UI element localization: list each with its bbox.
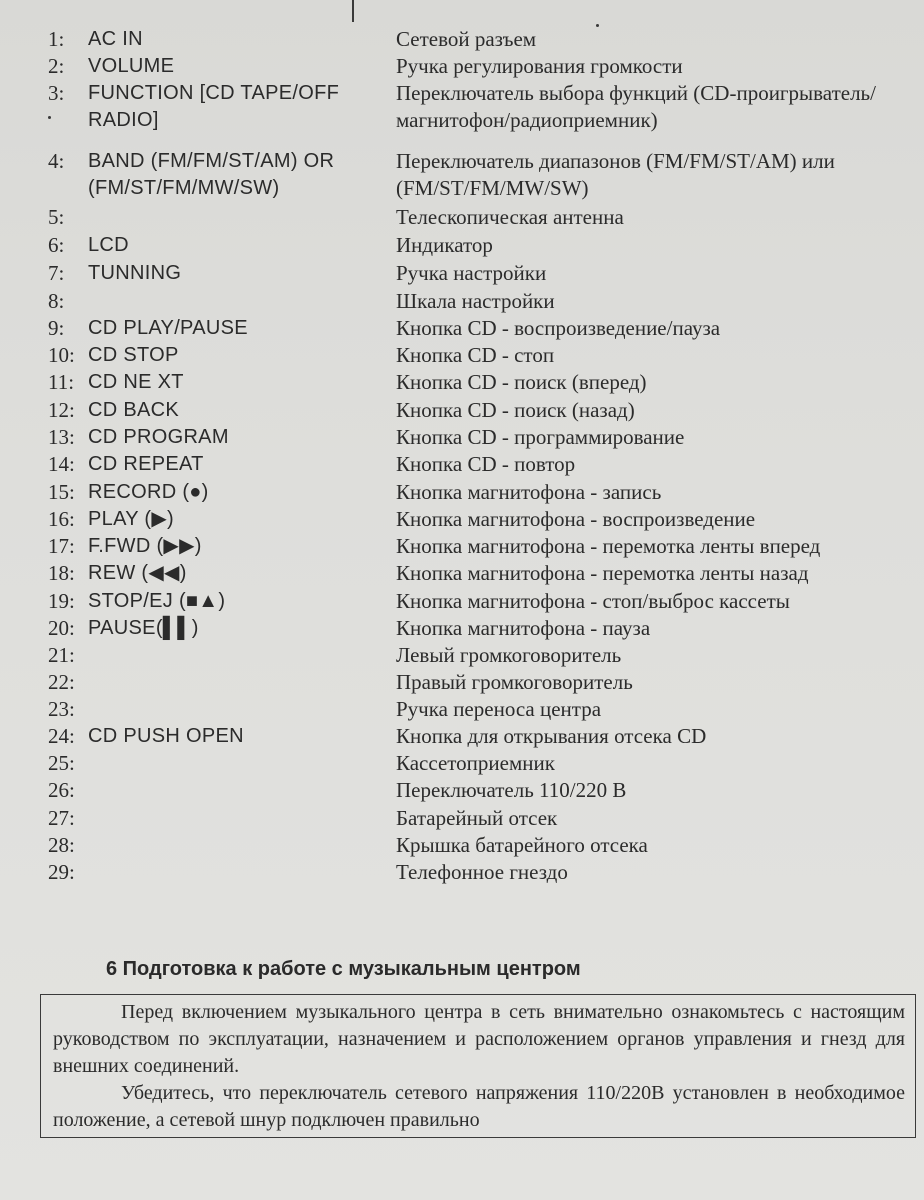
item-number: 16: (48, 507, 75, 531)
item-label-en: PLAY (▶) (88, 508, 174, 530)
item-number: 5: (48, 205, 65, 229)
item-number: 10: (48, 343, 75, 367)
item-label-en: RECORD (●) (88, 481, 209, 503)
item-label-ru: Правый громкоговоритель (396, 670, 633, 694)
item-number: 21: (48, 643, 75, 667)
item-label-ru: Кнопка CD - поиск (вперед) (396, 370, 647, 394)
fold-mark (352, 0, 354, 22)
item-number: 17: (48, 534, 75, 558)
item-number: 20: (48, 616, 75, 640)
item-label-ru: Кнопка магнитофона - воспроизведение (396, 507, 756, 531)
item-label-ru: Переключатель выбора функций (CD-проигрыватель/магнитофон/радиоприемник) (396, 81, 876, 132)
item-label-en: AC IN (88, 28, 143, 50)
item-label-en: CD NE XT (88, 371, 184, 393)
item-number: 11: (48, 370, 75, 394)
item-number: 23: (48, 697, 75, 721)
item-number: 7: (48, 261, 65, 285)
item-number: 26: (48, 778, 75, 802)
item-number: 22: (48, 670, 75, 694)
item-number: 14: (48, 452, 75, 476)
item-label-en: BAND (FM/FM/ST/AM) OR (FM/ST/FM/MW/SW) (88, 150, 335, 199)
speck-mark (48, 116, 51, 119)
item-label-en: TUNNING (88, 262, 182, 284)
item-label-ru: Кнопка магнитофона - стоп/выброс кассеты (396, 589, 790, 613)
item-label-ru: Кнопка CD - программирование (396, 425, 685, 449)
item-label-en: LCD (88, 234, 129, 256)
item-label-ru: Левый громкоговоритель (396, 643, 622, 667)
item-label-en: CD PLAY/PAUSE (88, 317, 248, 339)
item-number: 1: (48, 27, 65, 51)
item-label-ru: Батарейный отсек (396, 806, 558, 830)
item-label-ru: Телефонное гнездо (396, 860, 568, 884)
item-number: 9: (48, 316, 65, 340)
item-number: 19: (48, 589, 75, 613)
item-label-en: PAUSE(▌▌) (88, 617, 199, 639)
item-label-ru: Кнопка для открывания отсека CD (396, 724, 707, 748)
item-label-en: FUNCTION [CD TAPE/OFF RADIO] (88, 82, 340, 131)
item-label-ru: Шкала настройки (396, 289, 555, 313)
item-number: 12: (48, 398, 75, 422)
item-number: 13: (48, 425, 75, 449)
item-number: 24: (48, 724, 75, 748)
item-number: 2: (48, 54, 65, 78)
item-label-ru: Кнопка магнитофона - пауза (396, 616, 651, 640)
notice-paragraph: Убедитесь, что переключатель сетевого напряжения 110/220В установлен в необходимое положение, а сетевой шнур подключен правильно (53, 1082, 905, 1131)
item-label-ru: Ручка переноса центра (396, 697, 602, 721)
item-label-ru: Переключатель 110/220 В (396, 778, 627, 802)
section-heading: 6 Подготовка к работе с музыкальным центром (106, 958, 581, 980)
item-label-ru: Индикатор (396, 233, 493, 257)
item-label-en: STOP/EJ (■▲) (88, 590, 226, 612)
item-number: 8: (48, 289, 65, 313)
item-label-en: VOLUME (88, 55, 175, 77)
item-label-ru: Ручка настройки (396, 261, 547, 285)
item-label-ru: Кнопка магнитофона - перемотка ленты назад (396, 561, 809, 585)
item-label-en: CD PROGRAM (88, 426, 229, 448)
item-number: 4: (48, 149, 65, 173)
item-label-ru: Ручка регулирования громкости (396, 54, 683, 78)
item-number: 27: (48, 806, 75, 830)
item-label-ru: Кнопка CD - повтор (396, 452, 576, 476)
notice-paragraph: Перед включением музыкального центра в сеть внимательно ознакомьтесь с настоящим руководством по эксплуатации, назначением и расположением органов управления и гнезд для внешних соединений. (53, 1001, 905, 1077)
speck-mark (596, 24, 599, 27)
item-number: 15: (48, 480, 75, 504)
item-label-en: CD PUSH OPEN (88, 725, 244, 747)
item-label-ru: Кнопка CD - стоп (396, 343, 555, 367)
notice-box (40, 994, 916, 1138)
item-label-en: REW (◀◀) (88, 562, 187, 584)
item-label-en: CD BACK (88, 399, 180, 421)
item-label-en: F.FWD (▶▶) (88, 535, 202, 557)
item-number: 18: (48, 561, 75, 585)
item-label-en: CD STOP (88, 344, 179, 366)
item-label-ru: Кнопка CD - поиск (назад) (396, 398, 635, 422)
item-number: 25: (48, 751, 75, 775)
item-number: 6: (48, 233, 65, 257)
item-label-ru: Кнопка магнитофона - запись (396, 480, 662, 504)
item-label-ru: Кассетоприемник (396, 751, 555, 775)
item-label-ru: Крышка батарейного отсека (396, 833, 648, 857)
item-label-ru: Кнопка CD - воспроизведение/пауза (396, 316, 721, 340)
item-label-ru: Сетевой разъем (396, 27, 537, 51)
item-number: 29: (48, 860, 75, 884)
item-label-ru: Кнопка магнитофона - перемотка ленты вперед (396, 534, 821, 558)
item-number: 28: (48, 833, 75, 857)
item-number: 3: (48, 81, 65, 105)
item-label-ru: Переключатель диапазонов (FM/FM/ST/AM) или (FM/ST/FM/MW/SW) (396, 149, 835, 200)
item-label-ru: Телескопическая антенна (396, 205, 624, 229)
item-label-en: CD REPEAT (88, 453, 204, 475)
